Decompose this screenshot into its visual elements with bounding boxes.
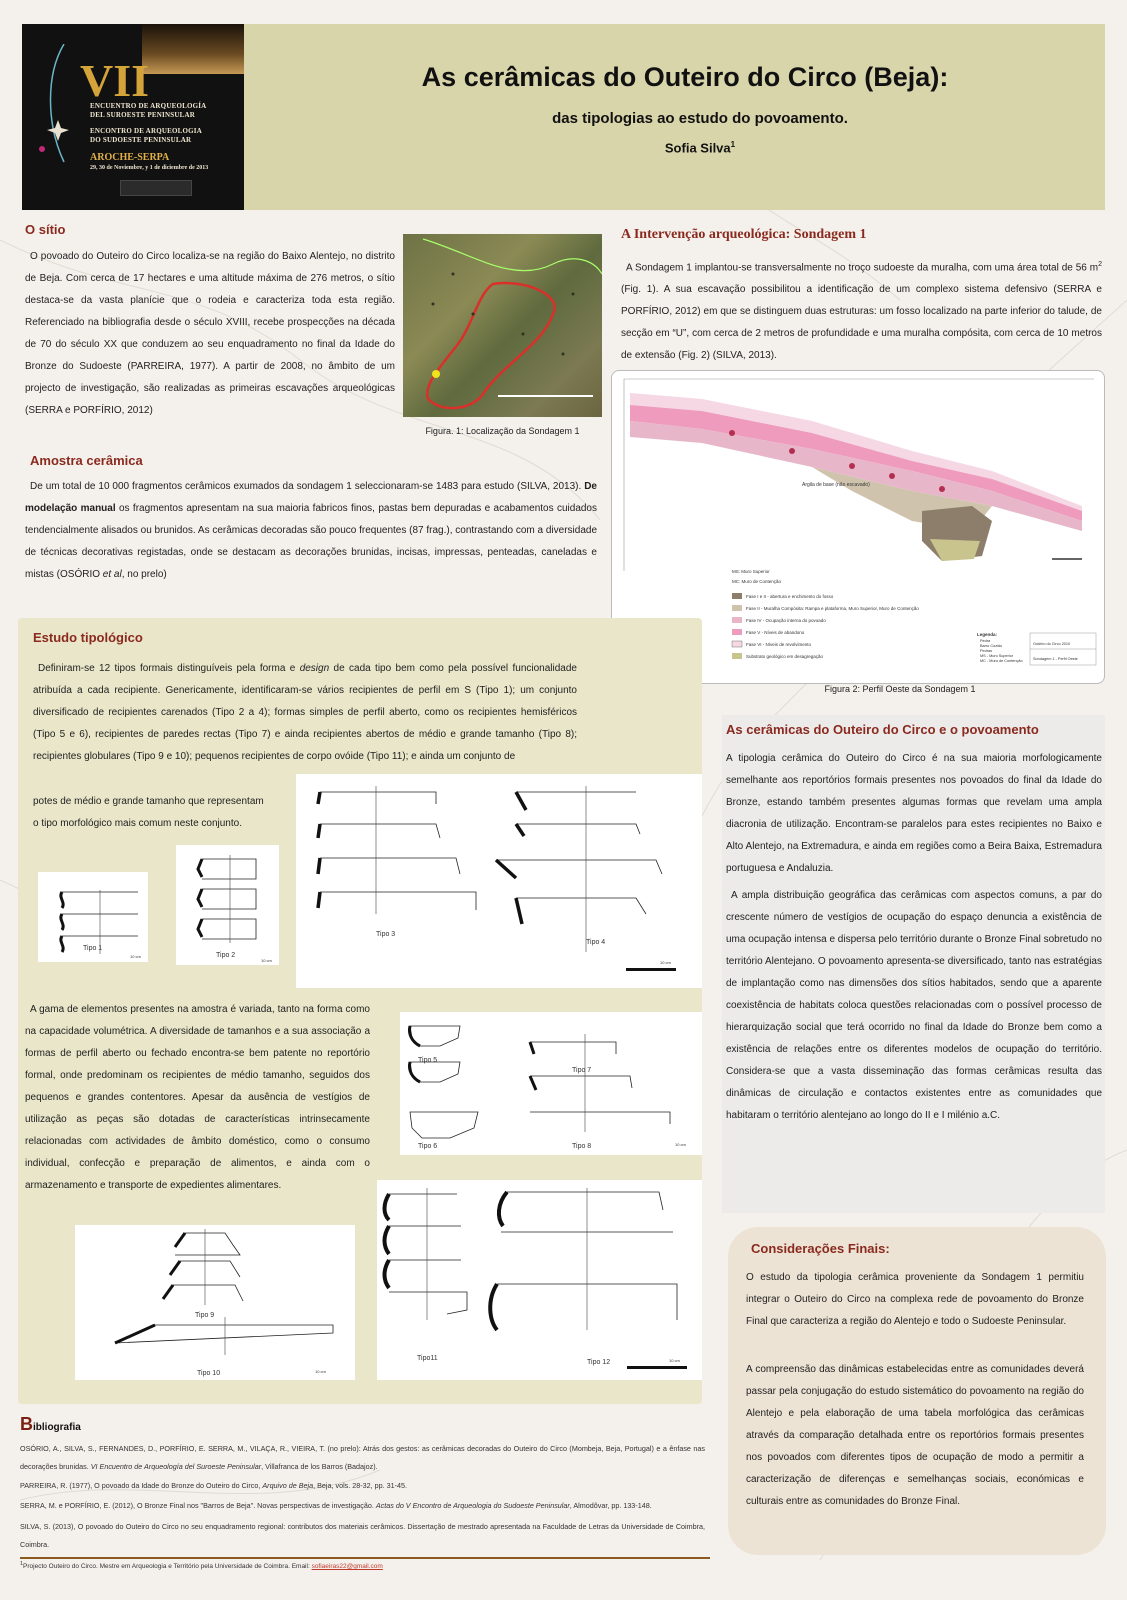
legend-item-fase2: Fase II - Muralha Compósita: Rampa e plataforma, Muro Superior, Muro de Contenção bbox=[746, 606, 919, 611]
legend-barro: Barro Cozido bbox=[980, 644, 1003, 648]
logo-line-3: ENCONTRO DE ARQUEOLOGIA bbox=[90, 127, 202, 135]
legend-item-substrato: Substrato geológico em desagregação bbox=[746, 654, 824, 659]
intervencao-text: A Sondagem 1 implantou-se transversalmente no troço sudoeste da muralha, com uma área total de 56 $m^2$ (Fig. 1). A sua escavação possibilitou a identificação de um complexo sistema defensivo (SERRA e PORFÍRIO, 2012) em que se distinguem duas estruturas: um fosso localizado na parte inferior do talude, de secção em “U”, com cerca de 2 metros de profundidade e uma muralha compósita, com cerca de 10 metros de extensão (Fig. 2) (SILVA, 2013). bbox=[621, 261, 1102, 362]
tipo-5-8-drawing bbox=[400, 1012, 702, 1155]
sponsor-logos bbox=[120, 180, 192, 196]
tipo-9-10-scale: 10 cm bbox=[315, 1369, 326, 1374]
legend-item-ms: MS: Muro Superior bbox=[732, 569, 770, 574]
legend-item-fase5: Fase V - Níveis de abandono bbox=[746, 630, 805, 635]
logo-numeral: VII bbox=[80, 55, 150, 106]
logo-line-1: ENCUENTRO DE ARQUEOLOGÍA bbox=[90, 102, 207, 110]
tipo-1-scale: 10 cm bbox=[130, 954, 141, 959]
section-title-estudo: Estudo tipológico bbox=[33, 630, 143, 645]
conference-logo bbox=[22, 24, 244, 210]
profile-base-label: Argila de base (não escavado) bbox=[802, 482, 870, 488]
tipo-12-label: Tipo 12 bbox=[587, 1359, 611, 1366]
tipo-2-label: Tipo 2 bbox=[216, 952, 236, 959]
logo-line-2: DEL SUROESTE PENINSULAR bbox=[90, 111, 195, 119]
tipo-2-drawing bbox=[176, 845, 279, 965]
estudo-text-1-end: o tipo morfológico mais comum neste conjunto. bbox=[33, 818, 242, 829]
author: Sofia Silva$^1$ bbox=[664, 140, 736, 156]
legend-pedra: Pedra bbox=[980, 639, 991, 643]
tipo-11-12-drawing bbox=[377, 1180, 702, 1380]
figure-2-caption: Figura 2: Perfil Oeste da Sondagem 1 bbox=[824, 684, 976, 694]
legend-mc: MC - Muro de Contenção bbox=[980, 659, 1023, 663]
estudo-text-2: A gama de elementos presentes na amostra é variada, tanto na forma como na capacidade volumétrica. A diversidade de tamanhos e a sua associação a formas de perfil aberto ou fechado encontra-se bem patente no reportório formal, onde predominam os recipientes de médio tamanho, seguidos dos pequenos e grandes contentores. Apesar da ausência de vestígios de utilização as peças são dotadas de características intrinsecamente relacionadas com actividades de âmbito doméstico, como o consumo individual, confecção e preparação de alimentos, e ainda com o armazenamento e transporte de expedientes alimentares. bbox=[25, 1004, 370, 1191]
title-block-top: Outeiro do Circo 2010 bbox=[1033, 642, 1071, 646]
tipo-9-10-drawing bbox=[75, 1225, 355, 1380]
tipo-4-label: Tipo 4 bbox=[586, 939, 606, 946]
amostra-text: De um total de 10 000 fragmentos cerâmicos exumados da sondagem 1 seleccionaram-se 1483 para estudo (SILVA, 2013). De modelação manual os fragmentos apresentam na sua maioria fabricos finos, pastas bem depuradas e acabamentos cuidados tendencialmente alisados ou brunidos. As cerâmicas decoradas são pouco frequentes (87 frag.), contrastando com a diversidade de técnicas decorativas registadas, onde se destacam as decorações brunidas, incisas, impressas, penteadas, caneladas e mistas (OSÓRIO et al, no prelo) bbox=[25, 481, 598, 580]
map-overlay bbox=[403, 234, 602, 417]
tipo-7-label: Tipo 7 bbox=[572, 1067, 592, 1074]
footnote-divider bbox=[20, 1557, 710, 1559]
tipo-8-label: Tipo 8 bbox=[572, 1143, 592, 1150]
title-block-bottom: Sondagem 1 - Perfil Oeste bbox=[1033, 657, 1078, 661]
section-title-amostra: Amostra cerâmica bbox=[30, 453, 143, 468]
page-title: As cerâmicas do Outeiro do Circo (Beja): bbox=[421, 62, 949, 92]
compass-star-icon bbox=[36, 44, 76, 164]
legend-item-mc: MC: Muro de Contenção bbox=[732, 579, 782, 584]
bib-ref-osorio: OSÓRIO, A., SILVA, S., FERNANDES, D., PORFÍRIO, E. SERRA, M., VILAÇA, R., VIEIRA, T. (no prelo): Atrás dos gestos: as cerâmicas decoradas do Outeiro do Circo (Mombeja, Beja, Portugal) e a ênfase nas decorações brunidas. VI Encuentro de Arqueología del Suroeste Peninsular, Villafranca de los Barros (Badajoz). bbox=[20, 1444, 705, 1471]
legend-pedras: Pedras bbox=[980, 649, 993, 653]
tipo-5-8-scale: 10 cm bbox=[675, 1142, 686, 1147]
tipo-1-drawing bbox=[38, 872, 148, 962]
section-title-povoamento: As cerâmicas do Outeiro do Circo e o povoamento bbox=[726, 722, 1039, 737]
consideracoes-text-1: O estudo da tipologia cerâmica proveniente da Sondagem 1 permitiu integrar o Outeiro do Circo na complexa rede de povoamento do Bronze Final que caracteriza a região do Alentejo e todo o Sudoeste Peninsular. bbox=[746, 1272, 1084, 1327]
legend-title: Legenda: bbox=[977, 632, 998, 637]
tipo-11-label: Tipo11 bbox=[417, 1355, 438, 1362]
email-link[interactable]: sofiaeiras22@gmail.com bbox=[311, 1563, 383, 1571]
legend-item-fase6: Fase VI - Níveis de revolvimento bbox=[746, 642, 812, 647]
sitio-text: O povoado do Outeiro do Circo localiza-se na região do Baixo Alentejo, no distrito de Beja. Com cerca de 17 hectares e uma altitude máxima de 276 metros, o sítio destaca-se da vasta planície que o rodeia e caracteriza toda esta região. Referenciado na bibliografia desde o século XVIII, recebe prospecções na década de 70 do século XX que conduzem ao seu enquadramento no final da Idade do Bronze do Sudoeste (PARREIRA, 1977). A partir de 2008, no âmbito de um projecto de investigação, são realizadas as primeiras escavações arqueológicas (SERRA e PORFÍRIO, 2012) bbox=[25, 251, 395, 416]
povoamento-text-1: A tipologia cerâmica do Outeiro do Circo é na sua maioria morfologicamente semelhante aos reportórios formais presentes nos povoados do final da Idade do Bronze, estando também presentes algumas formas que revelam uma ampla diacronia de utilização. Encontram-se paralelos para estes recipientes no Baixo e Alto Alentejo, na Extremadura, e ainda em regiões como a Beira Baixa, Estremadura portuguesa e Andaluzia. bbox=[726, 753, 1102, 874]
tipo-6-label: Tipo 6 bbox=[418, 1143, 438, 1150]
estudo-text-1: Definiram-se 12 tipos formais distinguíveis pela forma e design de cada tipo bem como pela possível funcionalidade atribuída a cada recipiente. Genericamente, identificaram-se vários recipientes de perfil em S (Tipo 1); um conjunto diversificado de recipientes carenados (Tipo 2 a 4); formas simples de perfil aberto, como os recipientes hemisféricos (Tipo 5 e 6), recipientes de paredes rectas (Tipo 7) e ainda recipientes abertos de médio e grande tamanho (Tipo 8); recipientes globulares (Tipo 9 e 10); pequenos recipientes de corpo ovóide (Tipo 11); e ainda um conjunto de bbox=[33, 663, 577, 762]
footnote: $^1$Projecto Outeiro do Circo. Mestre em Arqueologia e Território pela Universidade de Coimbra. Email: sofiaeiras22@gmail.com bbox=[20, 1561, 383, 1571]
section-title-bibliografia: Bibliografia bbox=[20, 1414, 81, 1434]
section-title-intervencao: A Intervenção arqueológica: Sondagem 1 bbox=[621, 227, 867, 242]
bib-ref-parreira: PARREIRA, R. (1977), O povoado da Idade do Bronze do Outeiro do Circo, Arquivo de Beja, Beja, vols. 28-32, pp. 31-45. bbox=[20, 1481, 408, 1490]
logo-line-4: DO SUDOESTE PENINSULAR bbox=[90, 136, 192, 144]
tipo-3-4-drawing bbox=[296, 774, 702, 988]
legend-ms: MS - Muro Superior bbox=[980, 654, 1014, 658]
tipo-11-12-scale: 10 cm bbox=[669, 1358, 680, 1363]
tipo-2-scale: 10 cm bbox=[261, 958, 272, 963]
estudo-text-1-cont: potes de médio e grande tamanho que representam bbox=[33, 796, 264, 807]
tipo-3-4-scale: 10 cm bbox=[660, 960, 671, 965]
tipo-5-label: Tipo 5 bbox=[418, 1057, 438, 1064]
tipo-10-label: Tipo 10 bbox=[197, 1370, 221, 1377]
figure-1-caption: Figura. 1: Localização da Sondagem 1 bbox=[425, 426, 580, 436]
logo-place: AROCHE-SERPA bbox=[90, 152, 170, 163]
section-title-sitio: O sítio bbox=[25, 222, 66, 237]
bib-ref-silva: SILVA, S. (2013), O povoado do Outeiro do Circo no seu enquadramento regional: contributos dos materiais cerâmicos. Dissertação de mestrado apresentada na Faculdade de Letras da Universidade de Coimbra, Coimbra. bbox=[20, 1522, 705, 1549]
bib-ref-serra: SERRA, M. e PORFÍRIO, E. (2012), O Bronze Final nos "Barros de Beja". Novas perspectivas de investigação. Actas do V Encontro de Arqueologia do Sudoeste Peninsular, Almodôvar, pp. 133-148. bbox=[20, 1501, 652, 1510]
tipo-3-label: Tipo 3 bbox=[376, 931, 396, 938]
povoamento-text-2: A ampla distribuição geográfica das cerâmicas com aspectos comuns, a par do crescente número de vestígios de ocupação do espaço denuncia a existência de uma ocupação intensa e dispersa pelo território durante o Bronze Final sobretudo no território Alentejano. O povoamento apresenta-se diversificado, tanto nas estratégias de implantação como nas dimensões dos sítios habitados, sendo que a aparente coexistência de habitats coloca questões relacionadas com o possível processo de hierarquização social que terá ocorrido no final da Idade do Bronze bem como a existência de relações entre os diferentes modelos de ocupação do território. Considera-se que a vasta disseminação das formas cerâmicas resulta das dinâmicas de circulação e contactos existentes entre as comunidades que habitaram o território alentejano ao longo do II e I milénio a.C. bbox=[726, 890, 1102, 1121]
castle-photo bbox=[142, 24, 244, 74]
tipo-1-label: Tipo 1 bbox=[83, 945, 103, 952]
logo-dates: 29, 30 de Noviembre, y 1 de diciembre de 2013 bbox=[90, 165, 209, 171]
page-subtitle: das tipologias ao estudo do povoamento. bbox=[552, 110, 848, 127]
consideracoes-text-2: A compreensão das dinâmicas estabelecidas entre as comunidades deverá passar pela conjugação do estudo sistemático do povoamento na região do Alentejo e pela elaboração de uma tabela morfológica das cerâmicas através da comparação detalhada entre os reportórios formais presentes nos povoados com diferentes tipos de ocupação de modo a permitir a caracterização de diferenças e semelhanças sociais, económicas e culturais entre as comunidades do Bronze Final. bbox=[746, 1364, 1084, 1507]
legend-item-fase4: Fase IV - Ocupação interna do povoado bbox=[746, 618, 826, 623]
legend-item-fase1: Fase I e II - abertura e enchimento do fosso bbox=[746, 594, 834, 599]
tipo-9-label: Tipo 9 bbox=[195, 1312, 215, 1319]
satellite-map bbox=[403, 234, 602, 417]
section-title-consideracoes: Considerações Finais: bbox=[751, 1241, 890, 1256]
